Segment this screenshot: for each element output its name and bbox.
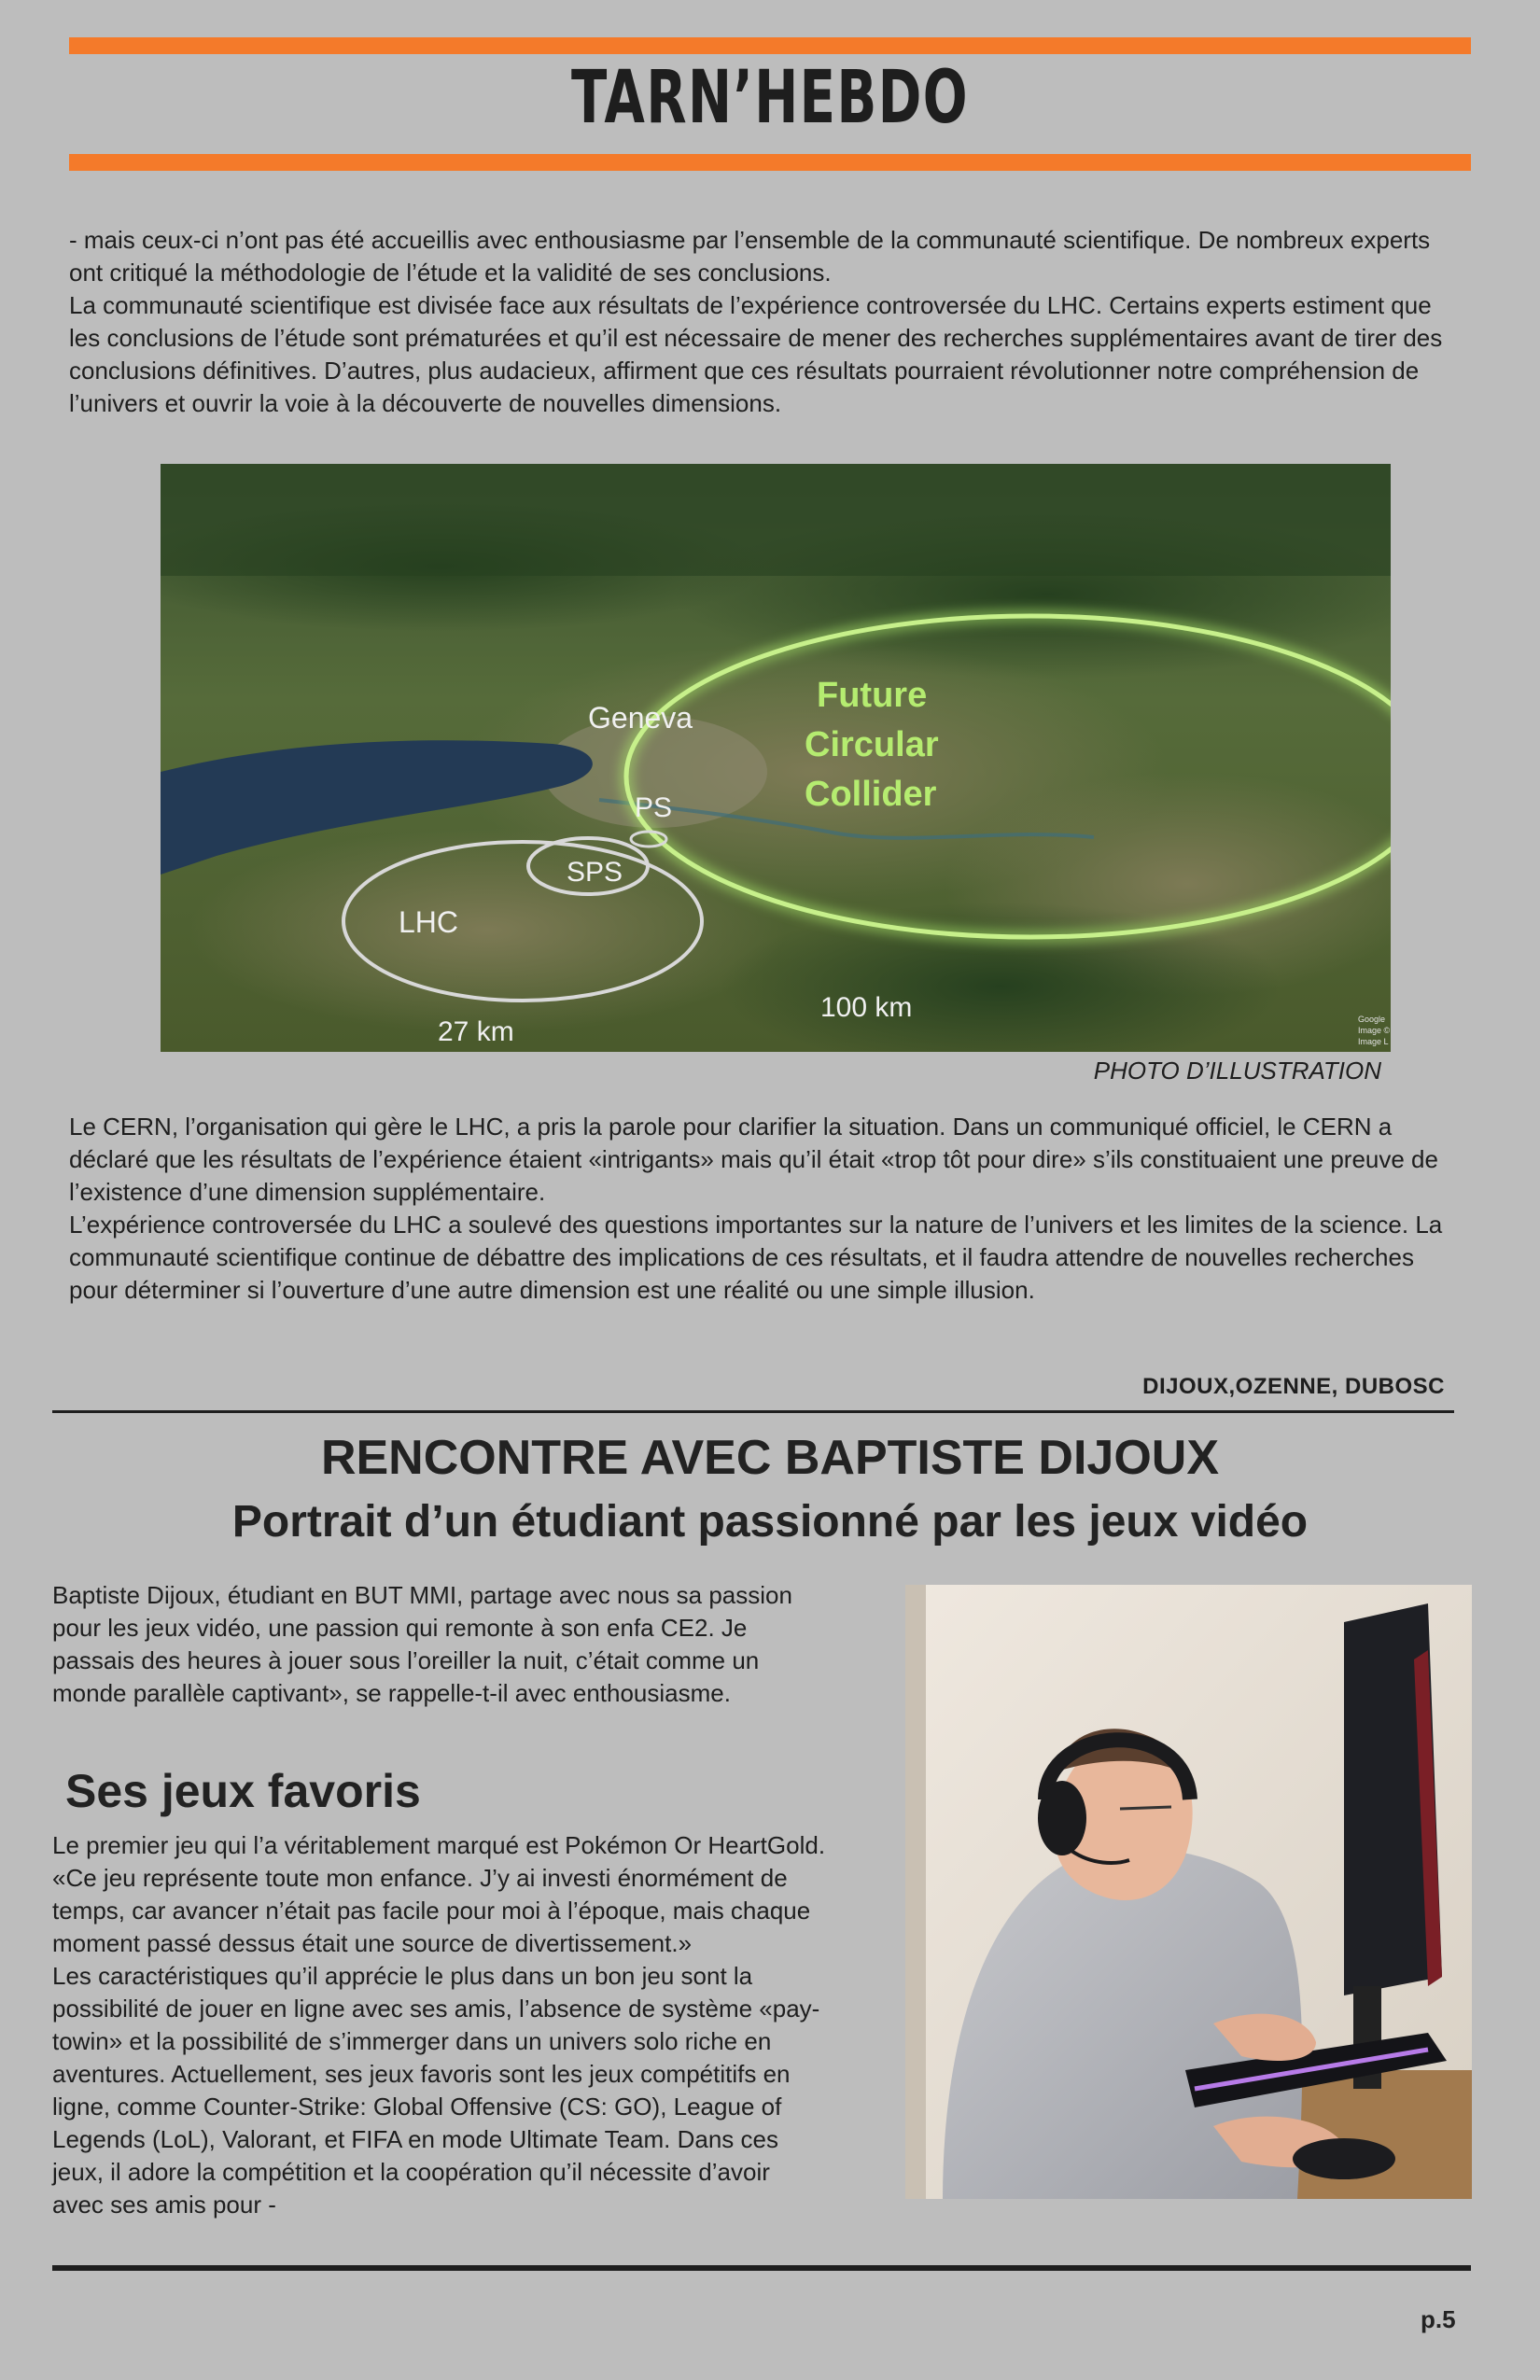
article2-paragraph: Les caractéristiques qu’il apprécie le plus dans un bon jeu sont la possibilité de jouer en ligne avec ses amis, l’absence de système «pay-towin» et la possibilité de s’immerger dans un univers solo riche en aventures. Actuellement, ses jeux favoris sont les jeux compétitifs en ligne, comme Counter-Strike: Global Offensive (CS: GO), League of Legends (LoL), Valorant, et FIFA en mode Ultimate Team. Dans ces jeux, il adore la compétition et la coopération qu’il nécessite d’avoir avec ses amis pour - — [52, 1962, 820, 2219]
map-credit: Image © — [1358, 1026, 1391, 1035]
label-fcc-size: 100 km — [820, 992, 913, 1023]
label-sps: SPS — [567, 857, 623, 888]
section-heading-favorite-games: Ses jeux favoris — [65, 1765, 421, 1817]
article1-paragraph: L’expérience controversée du LHC a soulevé des questions importantes sur la nature de l’univers et les limites de la science. La communauté scientifique continue de débattre des implications de ces résultats, et il faudra attendre de nouvelles recherches pour déterminer si l’ouverture d’une autre dimension est une réalité ou une simple illusion. — [69, 1211, 1443, 1304]
article2-subtitle: Portrait d’un étudiant passionné par les jeux vidéo — [231, 1497, 1309, 1547]
article1-paragraph: La communauté scientifique est divisée face aux résultats de l’expérience controversée du LHC. Certains experts estiment que les conclusions de l’étude sont prématurées et qu’il est nécessaire de mener des recherches supplémentaires avant de tirer des conclusions définitives. D’autres, plus audacieux, affirment que ces résultats pourraient révolutionner notre compréhension de l’univers et ouvrir la voie à la découverte de nouvelles dimensions. — [69, 291, 1443, 417]
label-fcc-3: Collider — [805, 775, 937, 814]
masthead-top-bar — [69, 37, 1471, 54]
label-fcc-2: Circular — [805, 725, 939, 764]
page-number: p.5 — [1421, 2305, 1456, 2333]
masthead-bottom-bar — [69, 154, 1471, 171]
article2-paragraph: Le premier jeu qui l’a véritablement marqué est Pokémon Or HeartGold. «Ce jeu représente toute mon enfance. J’y ai investi énormément de temps, car avancer n’était pas facile pour moi à l’époque, mais chaque moment passé dessus était une source de divertissement.» — [52, 1831, 826, 1957]
label-ps: PS — [635, 792, 673, 823]
label-lhc: LHC — [399, 905, 459, 939]
map-credit: Image L — [1358, 1037, 1389, 1046]
collider-map-photo — [161, 464, 1391, 1052]
label-fcc-1: Future — [817, 676, 928, 715]
label-lhc-size: 27 km — [438, 1016, 514, 1047]
footer-rule — [52, 2265, 1471, 2271]
gamer-photo-illustration — [905, 1585, 1472, 2199]
door-frame — [905, 1585, 926, 2199]
gamer-photo — [905, 1585, 1472, 2199]
article1-paragraph: Le CERN, l’organisation qui gère le LHC, a pris la parole pour clarifier la situation. Dans un communiqué officiel, le CERN a déclaré que les résultats de l’expérience étaient «intrigants» mais qu’il était «trop tôt pour dire» s’ils constituaient une preuve de l’existence d’une dimension supplémentaire. — [69, 1113, 1438, 1206]
article1-paragraph: - mais ceux-ci n’ont pas été accueillis avec enthousiasme par l’ensemble de la communauté scientifique. De nombreux experts ont critiqué la méthodologie de l’étude et la validité de ses conclusions. — [69, 226, 1431, 287]
article1-text-top — [69, 224, 1450, 420]
article2-title: RENCONTRE AVEC BAPTISTE DIJOUX — [320, 1431, 1220, 1485]
article2-intro: Baptiste Dijoux, étudiant en BUT MMI, partage avec nous sa passion pour les jeux vidéo, une passion qui remonte à son enfa CE2. Je passais des heures à jouer sous l’oreiller la nuit, c’était comme un monde parallèle captivant», se rappelle-t-il avec enthousiasme. — [52, 1581, 792, 1707]
article1-byline: DIJOUX,OZENNE, DUBOSC — [1142, 1374, 1445, 1399]
section-divider — [52, 1410, 1454, 1413]
map-credit: Google — [1358, 1015, 1386, 1024]
label-geneva: Geneva — [588, 701, 693, 735]
collider-map-illustration — [161, 464, 1391, 1052]
headset-earcup — [1038, 1781, 1086, 1855]
article1-text-bottom — [69, 1111, 1450, 1307]
article2-body — [52, 1829, 827, 2221]
photo-caption: PHOTO D’ILLUSTRATION — [1093, 1057, 1381, 1085]
glasses — [1120, 1807, 1171, 1809]
masthead-title: TARN’HEBDO — [571, 56, 969, 140]
terrain-patch — [189, 828, 786, 1033]
mouse — [1293, 2138, 1395, 2179]
